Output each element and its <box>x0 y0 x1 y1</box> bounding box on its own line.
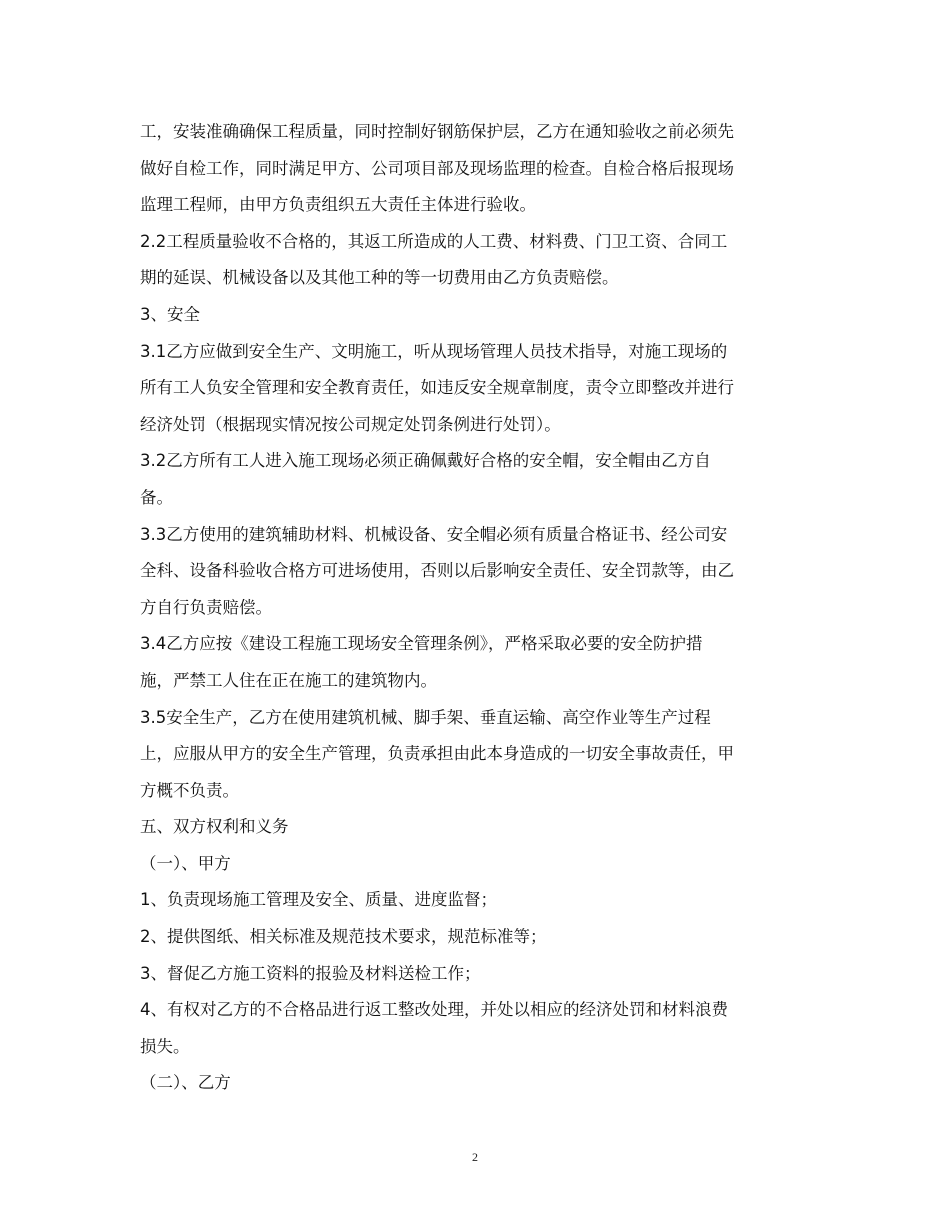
document-body <box>140 114 812 1102</box>
text-line: 3.1乙方应做到安全生产、文明施工，听从现场管理人员技术指导，对施工现场的 <box>140 341 728 361</box>
text-line: 监理工程师，由甲方负责组织五大责任主体进行验收。 <box>140 195 536 215</box>
text-line: 期的延误、机械设备以及其他工种的等一切费用由乙方负责赔偿。 <box>140 268 619 288</box>
text-line: 上，应服从甲方的安全生产管理，负责承担由此本身造成的一切安全事故责任，甲 <box>140 744 734 764</box>
paragraph <box>140 882 812 919</box>
paragraph <box>140 809 812 846</box>
text-line: 3.4乙方应按《建设工程施工现场安全管理条例》，严格采取必要的安全防护措 <box>140 634 703 654</box>
paragraph <box>140 992 812 1065</box>
paragraph <box>140 224 812 297</box>
text-line: 3、督促乙方施工资料的报验及材料送检工作； <box>140 963 481 983</box>
text-line: 3、安全 <box>140 304 200 324</box>
text-line: 4、有权对乙方的不合格品进行返工整改处理，并处以相应的经济处罚和材料浪费 <box>140 1000 728 1020</box>
text-line: 做好自检工作，同时满足甲方、公司项目部及现场监理的检查。自检合格后报现场 <box>140 158 734 178</box>
text-line: 所有工人负安全管理和安全教育责任，如违反安全规章制度，责令立即整改并进行 <box>140 378 734 398</box>
text-line: 全科、设备科验收合格方可进场使用，否则以后影响安全责任、安全罚款等，由乙 <box>140 561 734 581</box>
paragraph <box>140 700 812 810</box>
text-line: 备。 <box>140 487 173 507</box>
paragraph <box>140 334 812 444</box>
paragraph <box>140 919 812 956</box>
paragraph <box>140 517 812 627</box>
paragraph <box>140 297 812 334</box>
page-number: 2 <box>472 1150 478 1164</box>
paragraph <box>140 846 812 883</box>
paragraph <box>140 1065 812 1102</box>
text-line: （一）、甲方 <box>140 853 231 873</box>
paragraph <box>140 626 812 699</box>
text-line: 方概不负责。 <box>140 780 239 800</box>
paragraph <box>140 956 812 993</box>
text-line: 损失。 <box>140 1036 190 1056</box>
text-line: 经济处罚（根据现实情况按公司规定处罚条例进行处罚）。 <box>140 414 561 434</box>
text-line: 五、双方权利和义务 <box>140 817 289 837</box>
text-line: 3.3乙方使用的建筑辅助材料、机械设备、安全帽必须有质量合格证书、经公司安 <box>140 524 728 544</box>
text-line: 3.2乙方所有工人进入施工现场必须正确佩戴好合格的安全帽，安全帽由乙方自 <box>140 451 711 471</box>
text-line: （二）、乙方 <box>140 1073 231 1093</box>
text-line: 3.5安全生产，乙方在使用建筑机械、脚手架、垂直运输、高空作业等生产过程 <box>140 707 711 727</box>
paragraph <box>140 443 812 516</box>
text-line: 2.2工程质量验收不合格的，其返工所造成的人工费、材料费、门卫工资、合同工 <box>140 231 728 251</box>
text-line: 方自行负责赔偿。 <box>140 597 272 617</box>
text-line: 施，严禁工人住在正在施工的建筑物内。 <box>140 670 437 690</box>
text-line: 1、负责现场施工管理及安全、质量、进度监督； <box>140 890 497 910</box>
text-line: 2、提供图纸、相关标准及规范技术要求，规范标准等； <box>140 927 547 947</box>
text-line: 工，安装准确确保工程质量，同时控制好钢筋保护层，乙方在通知验收之前必须先 <box>140 122 734 141</box>
paragraph <box>140 114 812 224</box>
